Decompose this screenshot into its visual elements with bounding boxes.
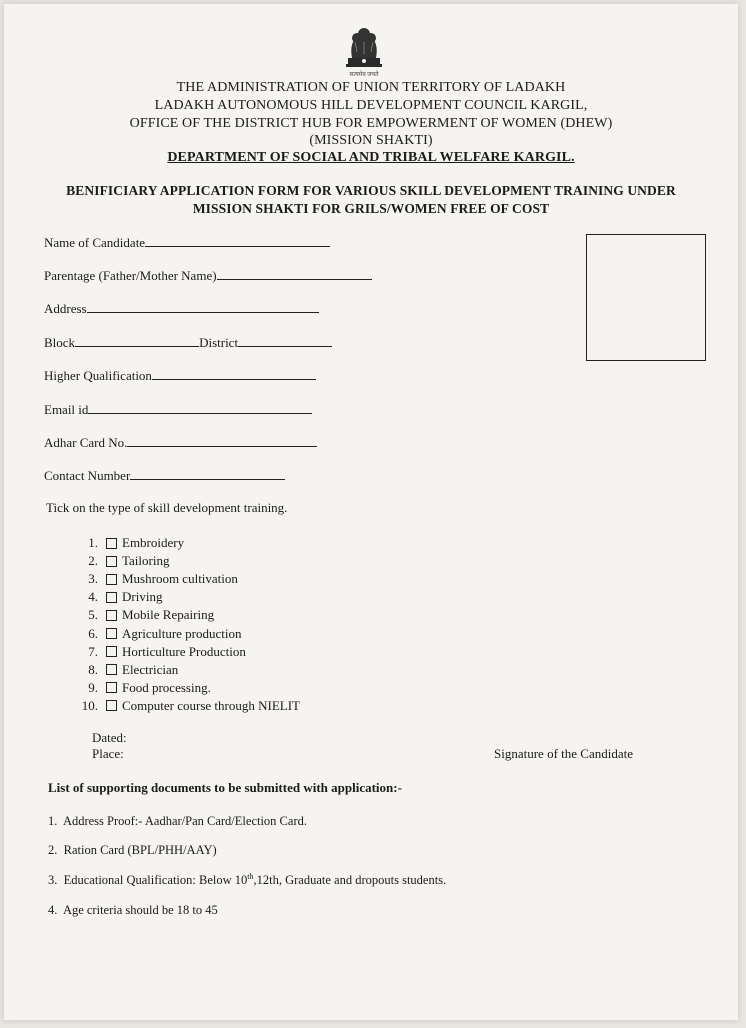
- checkbox[interactable]: [106, 628, 117, 639]
- training-option[interactable]: 10. Computer course through NIELIT: [81, 697, 300, 713]
- checkbox[interactable]: [106, 556, 117, 567]
- form-title-line-1: BENIFICIARY APPLICATION FORM FOR VARIOUS SKILL DEVELOPMENT TRAINING UNDER: [66, 183, 676, 198]
- adhar-field[interactable]: [44, 434, 317, 451]
- document-item: 4. Age criteria should be 18 to 45: [48, 903, 218, 917]
- form-title-line-2: MISSION SHAKTI FOR GRILS/WOMEN FREE OF COST: [192, 201, 550, 216]
- header-line-5: DEPARTMENT OF SOCIAL AND TRIBAL WELFARE KARGIL.: [167, 150, 575, 165]
- name-field[interactable]: [44, 234, 330, 251]
- block-label: Block: [44, 335, 76, 350]
- checkbox[interactable]: [106, 592, 117, 603]
- national-emblem-icon: [338, 18, 390, 82]
- contact-label: Contact Number: [44, 468, 131, 483]
- checkbox[interactable]: [106, 646, 117, 657]
- training-option[interactable]: 3. Mushroom cultivation: [88, 571, 238, 587]
- district-field[interactable]: [199, 335, 332, 350]
- address-field[interactable]: [44, 300, 319, 317]
- parentage-label: Parentage (Father/Mother Name): [44, 268, 217, 283]
- header-line-1: THE ADMINISTRATION OF UNION TERRITORY OF LADAKH: [176, 80, 566, 95]
- training-option[interactable]: 4. Driving: [88, 589, 163, 605]
- block-district-row: [44, 334, 332, 351]
- document-item: 1. Address Proof:- Aadhar/Pan Card/Election Card.: [48, 814, 307, 828]
- training-option[interactable]: 9. Food processing.: [88, 679, 211, 695]
- block-field[interactable]: [44, 335, 199, 350]
- document-item: 3. Educational Qualification: Below 10th,12th, Graduate and dropouts students.: [48, 872, 447, 888]
- training-options-list: [64, 534, 300, 715]
- header-line-2: LADAKH AUTONOMOUS HILL DEVELOPMENT COUNCIL KARGIL,: [154, 98, 588, 113]
- emblem-motto: सत्यमेव जयते: [349, 72, 379, 78]
- address-label: Address: [44, 301, 87, 316]
- training-option[interactable]: 7. Horticulture Production: [88, 643, 246, 659]
- signature-label: Signature of the Candidate: [494, 746, 633, 761]
- training-option[interactable]: 6. Agriculture production: [88, 625, 242, 641]
- training-option[interactable]: 1. Embroidery: [88, 535, 185, 551]
- name-label: Name of Candidate: [44, 235, 146, 250]
- header-line-3: OFFICE OF THE DISTRICT HUB FOR EMPOWERMENT OF WOMEN (DHEW): [129, 116, 613, 131]
- parentage-field[interactable]: [44, 267, 372, 284]
- application-form-page: [4, 4, 738, 1020]
- checkbox[interactable]: [106, 538, 117, 549]
- place-label: Place:: [92, 746, 124, 761]
- checkbox[interactable]: [106, 574, 117, 585]
- training-option[interactable]: 5. Mobile Repairing: [88, 607, 215, 623]
- header-line-4: (MISSION SHAKTI): [309, 133, 433, 148]
- qualification-field[interactable]: [44, 367, 316, 384]
- checkbox[interactable]: [106, 700, 117, 711]
- document-item: 2. Ration Card (BPL/PHH/AAY): [48, 843, 217, 857]
- photo-box: [586, 234, 706, 361]
- contact-field[interactable]: [44, 467, 285, 484]
- district-label: District: [199, 335, 239, 350]
- qualification-label: Higher Qualification: [44, 368, 152, 383]
- adhar-label: Adhar Card No.: [44, 435, 128, 450]
- dated-label: Dated:: [92, 730, 127, 745]
- training-option[interactable]: 2. Tailoring: [88, 553, 170, 569]
- email-label: Email id: [44, 402, 89, 417]
- training-instruction: Tick on the type of skill development training.: [46, 500, 288, 515]
- training-option[interactable]: 8. Electrician: [88, 661, 179, 677]
- checkbox[interactable]: [106, 682, 117, 693]
- checkbox[interactable]: [106, 610, 117, 621]
- documents-title: List of supporting documents to be submitted with application:-: [48, 780, 402, 795]
- email-field[interactable]: [44, 401, 312, 418]
- checkbox[interactable]: [106, 664, 117, 675]
